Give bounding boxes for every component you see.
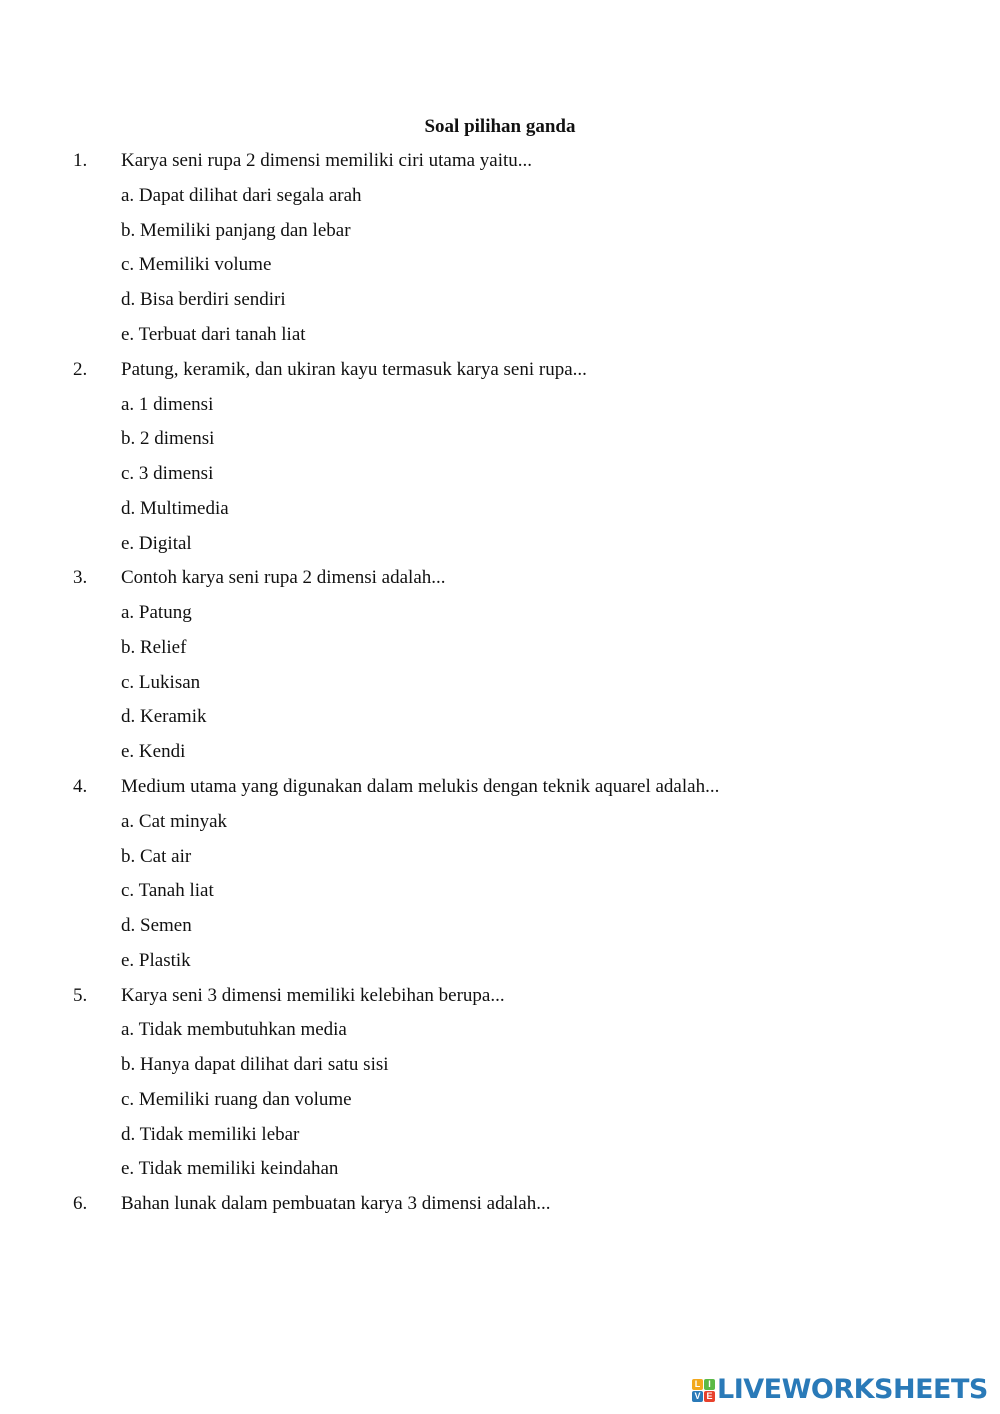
liveworksheets-logo [692,1373,988,1407]
question-1-option-b: b. Memiliki panjang dan lebar [121,220,351,241]
question-2-text: Patung, keramik, dan ukiran kayu termasuk karya seni rupa... [121,359,587,380]
question-2-option-a: a. 1 dimensi [121,394,214,415]
question-6-text: Bahan lunak dalam pembuatan karya 3 dimensi adalah... [121,1193,551,1214]
question-4-number: 4. [73,776,88,797]
question-6-number: 6. [73,1193,88,1214]
question-2-option-d: d. Multimedia [121,498,229,519]
question-2-option-e: e. Digital [121,533,192,554]
question-5-option-c: c. Memiliki ruang dan volume [121,1089,352,1110]
question-5-option-a: a. Tidak membutuhkan media [121,1019,347,1040]
question-1-option-c: c. Memiliki volume [121,254,272,275]
question-4-option-c: c. Tanah liat [121,880,214,901]
question-2-number: 2. [73,359,88,380]
question-1-number: 1. [73,150,88,171]
question-3-option-d: d. Keramik [121,706,207,727]
question-1-option-d: d. Bisa berdiri sendiri [121,289,286,310]
question-4-option-b: b. Cat air [121,846,192,867]
question-3-text: Contoh karya seni rupa 2 dimensi adalah... [121,567,446,588]
question-5-number: 5. [73,985,88,1006]
question-4-text: Medium utama yang digunakan dalam melukis dengan teknik aquarel adalah... [121,776,720,797]
question-3-option-b: b. Relief [121,637,187,658]
question-5-option-e: e. Tidak memiliki keindahan [121,1158,339,1179]
question-4-option-e: e. Plastik [121,950,191,971]
logo-mark-icon [692,1379,715,1402]
question-3-number: 3. [73,567,88,588]
question-2-option-b: b. 2 dimensi [121,428,215,449]
question-1-option-e: e. Terbuat dari tanah liat [121,324,306,345]
question-2-option-c: c. 3 dimensi [121,463,214,484]
logo-tile-e: E [704,1391,715,1402]
page-title: Soal pilihan ganda [424,116,576,137]
question-5-option-b: b. Hanya dapat dilihat dari satu sisi [121,1054,389,1075]
question-4-option-d: d. Semen [121,915,192,936]
question-1-option-a: a. Dapat dilihat dari segala arah [121,185,362,206]
question-4-option-a: a. Cat minyak [121,811,228,832]
question-3-option-e: e. Kendi [121,741,186,762]
question-3-option-c: c. Lukisan [121,672,201,693]
question-5-option-d: d. Tidak memiliki lebar [121,1124,300,1145]
logo-tile-l: L [692,1379,703,1390]
question-1-text: Karya seni rupa 2 dimensi memiliki ciri utama yaitu... [121,150,533,171]
logo-tile-v: V [692,1391,703,1402]
question-5-text: Karya seni 3 dimensi memiliki kelebihan berupa... [121,985,505,1006]
logo-text: LIVEWORKSHEETS [717,1374,988,1405]
logo-tile-i: I [704,1379,715,1390]
question-3-option-a: a. Patung [121,602,192,623]
